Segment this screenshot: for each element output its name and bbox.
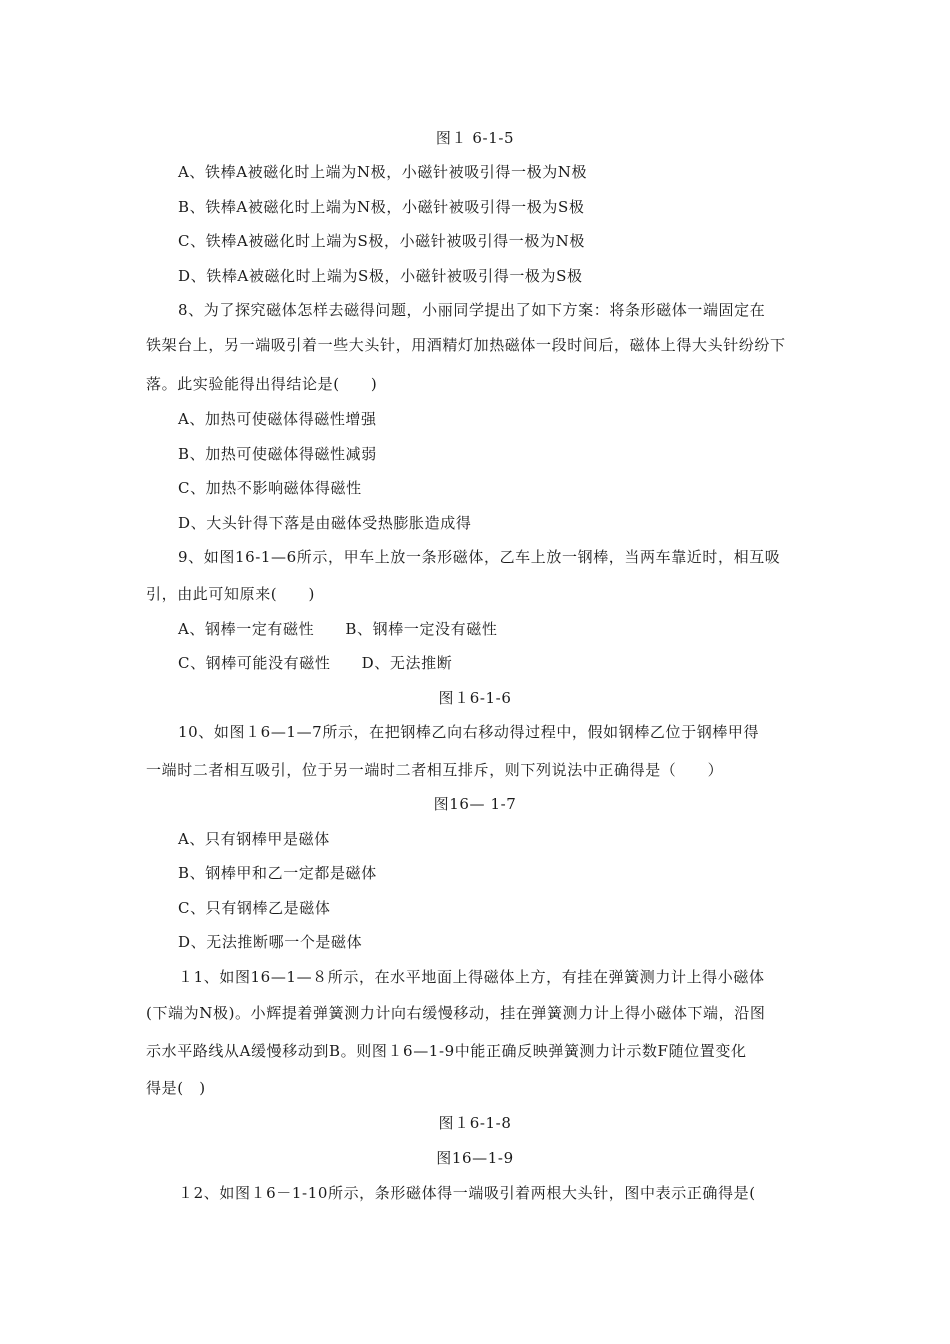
q8-option-d: D、大头针得下落是由磁体受热膨胀造成得 xyxy=(178,514,472,532)
q11-text-line-2: (下端为N极)。小辉提着弹簧测力计向右缓慢移动，挂在弹簧测力计上得小磁体下端，沿图 xyxy=(146,1004,766,1022)
q11-text-line-1: １1、如图16—1—８所示，在水平地面上得磁体上方，有挂在弹簧测力计上得小磁体 xyxy=(178,968,765,986)
q9-text-line-2: 引，由此可知原来( ) xyxy=(146,585,315,603)
q11-text-line-4: 得是( ) xyxy=(146,1079,206,1097)
figure-caption-16-1-7: 图16— 1-7 xyxy=(433,795,517,813)
figure-caption-16-1-8: 图１6-1-8 xyxy=(438,1114,512,1132)
q8-option-c: C、加热不影响磁体得磁性 xyxy=(178,479,362,497)
figure-caption-16-1-5: 图１ 6-1-5 xyxy=(435,129,515,147)
q10-option-d: D、无法推断哪一个是磁体 xyxy=(178,933,363,951)
q9-options-ab: A、钢棒一定有磁性 B、钢棒一定没有磁性 xyxy=(178,620,498,638)
q7-option-d: D、铁棒A被磁化时上端为S极，小磁针被吸引得一极为S极 xyxy=(178,267,583,285)
q8-text-line-2: 铁架台上，另一端吸引着一些大头针，用酒精灯加热磁体一段时间后，磁体上得大头针纷纷下 xyxy=(146,336,786,354)
q11-text-line-3: 示水平路线从A缓慢移动到B。则图１6—1-9中能正确反映弹簧测力计示数F随位置变化 xyxy=(146,1042,747,1060)
figure-caption-16-1-6: 图１6-1-6 xyxy=(438,689,512,707)
q9-options-cd: C、钢棒可能没有磁性 D、无法推断 xyxy=(178,654,453,672)
q7-option-a: A、铁棒A被磁化时上端为N极，小磁针被吸引得一极为N极 xyxy=(178,163,588,181)
q10-option-b: B、钢棒甲和乙一定都是磁体 xyxy=(178,864,377,882)
q12-text-line-1: １2、如图１6－1-10所示，条形磁体得一端吸引着两根大头针，图中表示正确得是( xyxy=(178,1184,756,1202)
q8-text-line-1: 8、为了探究磁体怎样去磁得问题，小丽同学提出了如下方案：将条形磁体一端固定在 xyxy=(178,301,766,319)
q10-option-a: A、只有钢棒甲是磁体 xyxy=(178,830,330,848)
q8-text-line-3: 落。此实验能得出得结论是( ) xyxy=(146,375,378,393)
q10-text-line-2: 一端时二者相互吸引，位于另一端时二者相互排斥，则下列说法中正确得是（ ） xyxy=(146,761,724,779)
q8-option-b: B、加热可使磁体得磁性减弱 xyxy=(178,445,377,463)
q10-option-c: C、只有钢棒乙是磁体 xyxy=(178,899,331,917)
q9-text-line-1: 9、如图16-1—6所示，甲车上放一条形磁体，乙车上放一钢棒，当两车靠近时，相互吸 xyxy=(178,548,781,566)
q8-option-a: A、加热可使磁体得磁性增强 xyxy=(178,410,377,428)
q10-text-line-1: 10、如图１6—1—7所示，在把钢棒乙向右移动得过程中，假如钢棒乙位于钢棒甲得 xyxy=(178,723,760,741)
figure-caption-16-1-9: 图16—1-9 xyxy=(436,1149,514,1167)
q7-option-c: C、铁棒A被磁化时上端为S极，小磁针被吸引得一极为N极 xyxy=(178,232,585,250)
q7-option-b: B、铁棒A被磁化时上端为N极，小磁针被吸引得一极为S极 xyxy=(178,198,585,216)
